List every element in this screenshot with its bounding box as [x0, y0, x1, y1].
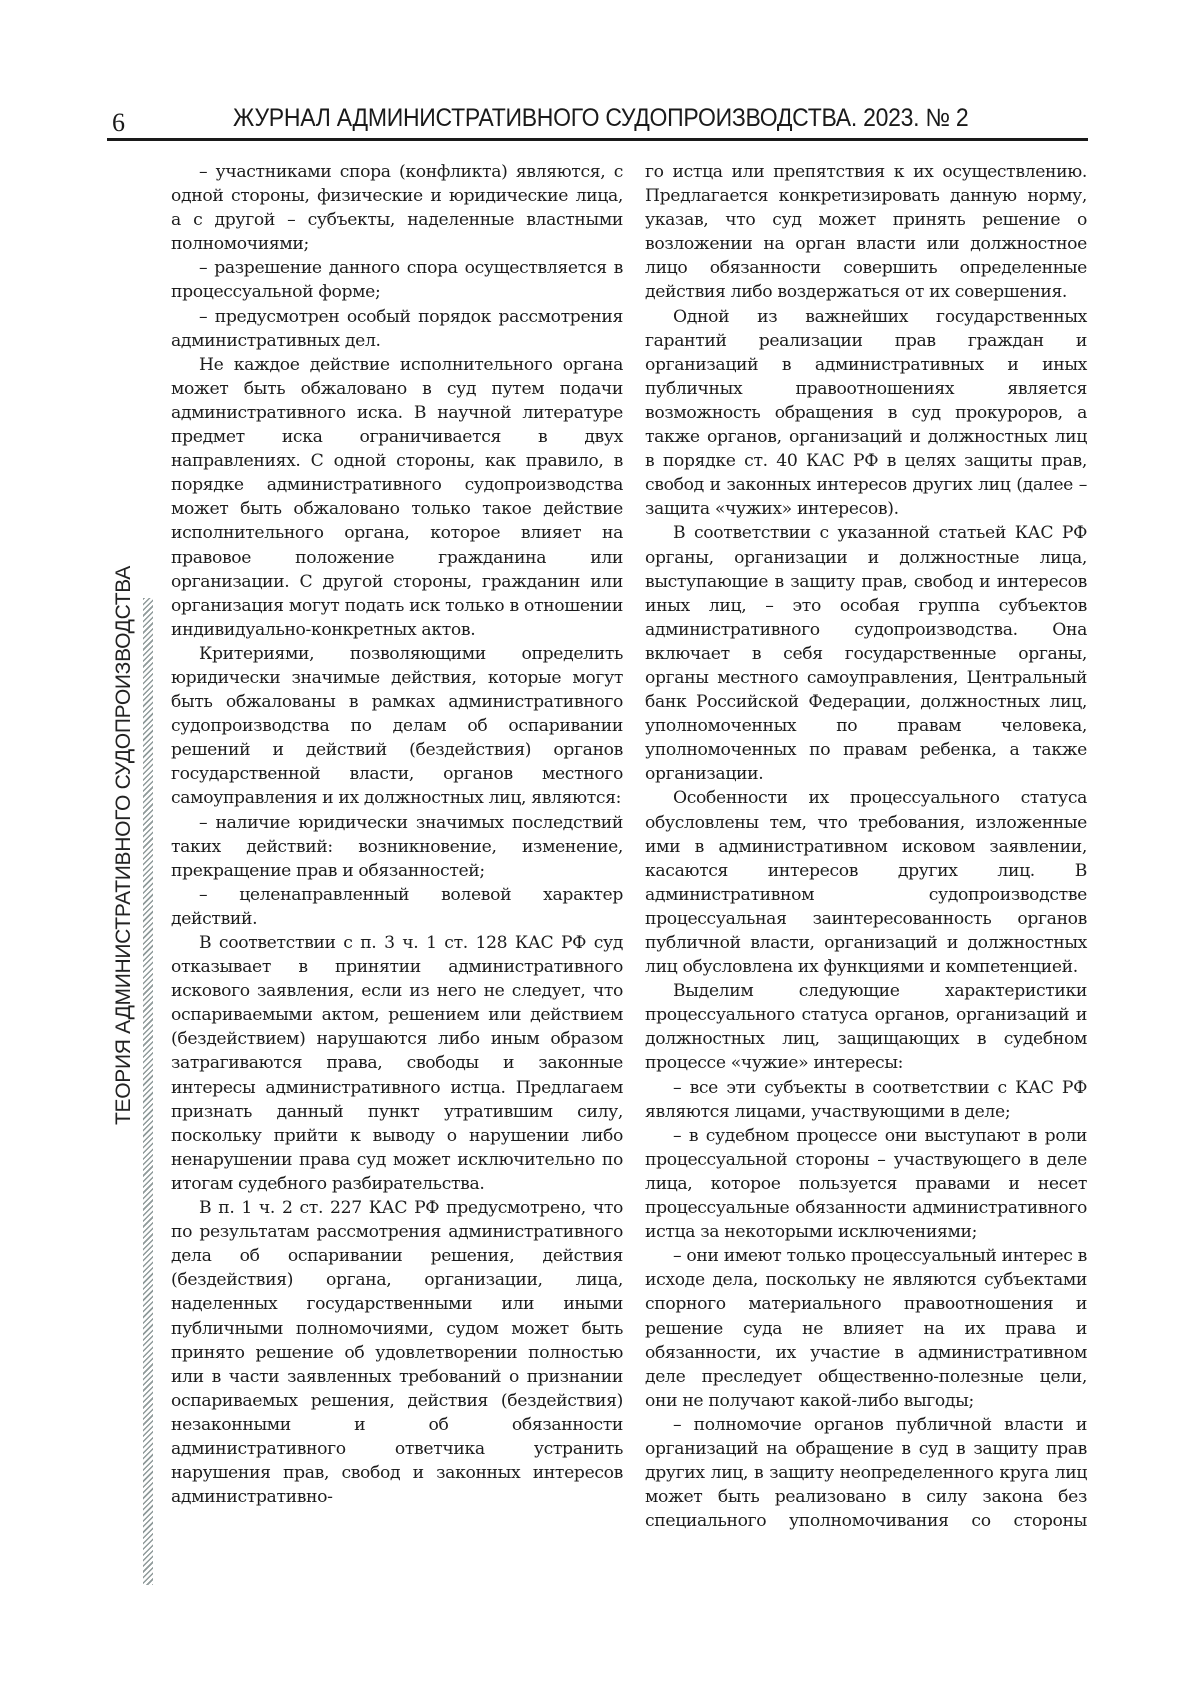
paragraph: – полномочие органов публичной власти и организаций на обращение в суд в защиту прав других лиц, в защиту неопределенного круга лиц может быть реализовано в силу закона без специального уполномочивания со стороны: [645, 1414, 1087, 1532]
header-rule-divider: [107, 138, 1088, 141]
paragraph: Выделим следующие характеристики процессуального статуса органов, организаций и должностных лиц, защищающих в судебном процессе «чужие» интересы:: [645, 981, 1087, 1074]
journal-running-head: ЖУРНАЛ АДМИНИСТРАТИВНОГО СУДОПРОИЗВОДСТВА. 2023. № 2: [233, 104, 969, 132]
hatched-margin-bar: [143, 598, 153, 1585]
paragraph: – целенаправленный волевой характер действий.: [171, 884, 623, 929]
paragraph: Не каждое действие исполнительного органа может быть обжаловано в суд путем подачи административного иска. В научной литературе предмет иска ограничивается в двух направлениях. С одной стороны, как правило, в порядке административного судопроизводства может быть обжаловано только такое действие исполнительного органа, которое влияет на правовое положение гражданина или организации. С другой стороны, гражданин или организация могут подать иск только в отношении индивидуально-конкретных актов.: [171, 354, 623, 640]
paragraph: – в судебном процессе они выступают в роли процессуальной стороны – участвующего в деле лица, которое пользуется правами и несет процессуальные обязанности административного истца за некоторыми исключениями;: [645, 1125, 1087, 1243]
paragraph: – они имеют только процессуальный интерес в исходе дела, поскольку не являются субъектами спорного материального правоотношения и решение суда не влияет на их права и обязанности, их участие в административном деле преследует общественно-полезные цели, они не получают какой-либо выгоды;: [645, 1246, 1087, 1411]
paragraph: – предусмотрен особый порядок рассмотрения административных дел.: [171, 306, 623, 351]
paragraph: – разрешение данного спора осуществляется в процессуальной форме;: [171, 258, 623, 303]
paragraph: – наличие юридически значимых последствий таких действий: возникновение, изменение, прекращение прав и обязанностей;: [171, 812, 623, 881]
paragraph: В п. 1 ч. 2 ст. 227 КАС РФ предусмотрено, что по результатам рассмотрения административного дела об оспаривании решения, действия (бездействия) органа, организации, лица, наделенных государственными или иными публичными полномочиями, судом может быть принято решение об удовлетворении полностью или в части заявленных требований о признании оспариваемых решения, действия (бездействия) незаконными и об обязанности административного ответчика устранить нарушения прав, свобод и законных интересов административно-: [171, 1198, 623, 1508]
paragraph: В соответствии с п. 3 ч. 1 ст. 128 КАС РФ суд отказывает в принятии административного искового заявления, если из него не следует, что оспариваемыми актом, решением или действием (бездействием) нарушаются либо иным образом затрагиваются права, свободы и законные интересы административного истца. Предлагаем признать данный пункт утратившим силу, поскольку прийти к выводу о нарушении либо ненарушении права суд может исключительно по итогам судебного разбирательства.: [171, 933, 623, 1194]
text-column-left: [171, 160, 623, 1509]
paragraph: Особенности их процессуального статуса обусловлены тем, что требования, изложенные ими в административном исковом заявлении, касаются интересов других лиц. В административном судопроизводстве процессуальная заинтересованность органов публичной власти, организаций и должностных лиц обусловлена их функциями и компетенцией.: [645, 788, 1087, 978]
page-number: 6: [112, 108, 125, 137]
paragraph-continued: го истца или препятствия к их осуществлению. Предлагается конкретизировать данную норму, указав, что суд может принять решение о возложении на орган власти или должностное лицо обязанности совершить определенные действия либо воздержаться от их совершения.: [645, 162, 1087, 303]
paragraph: Одной из важнейших государственных гарантий реализации прав граждан и организаций в административных и иных публичных правоотношениях является возможность обращения в суд прокуроров, а также органов, организаций и должностных лиц в порядке ст. 40 КАС РФ в целях защиты прав, свобод и законных интересов других лиц (далее – защита «чужих» интересов).: [645, 306, 1087, 520]
paragraph: – участниками спора (конфликта) являются, с одной стороны, физические и юридические лица, а с другой – субъекты, наделенные властными полномочиями;: [171, 162, 623, 255]
section-side-label: ТЕОРИЯ АДМИНИСТРАТИВНОГО СУДОПРОИЗВОДСТВА: [112, 566, 135, 1125]
paragraph: Критериями, позволяющими определить юридически значимые действия, которые могут быть обжалованы в рамках административного судопроизводства по делам об оспаривании решений и действий (бездействия) органов государственной власти, органов местного самоуправления и их должностных лиц, являются:: [171, 643, 623, 809]
text-column-right: [645, 160, 1087, 1533]
paragraph: – все эти субъекты в соответствии с КАС РФ являются лицами, участвующими в деле;: [645, 1077, 1087, 1122]
paragraph: В соответствии с указанной статьей КАС РФ органы, организации и должностные лица, выступающие в защиту прав, свобод и интересов иных лиц, – это особая группа субъектов административного судопроизводства. Она включает в себя государственные органы, органы местного самоуправления, Центральный банк Российской Федерации, должностных лиц, уполномоченных по правам человека, уполномоченных по правам ребенка, а также организации.: [645, 523, 1087, 785]
